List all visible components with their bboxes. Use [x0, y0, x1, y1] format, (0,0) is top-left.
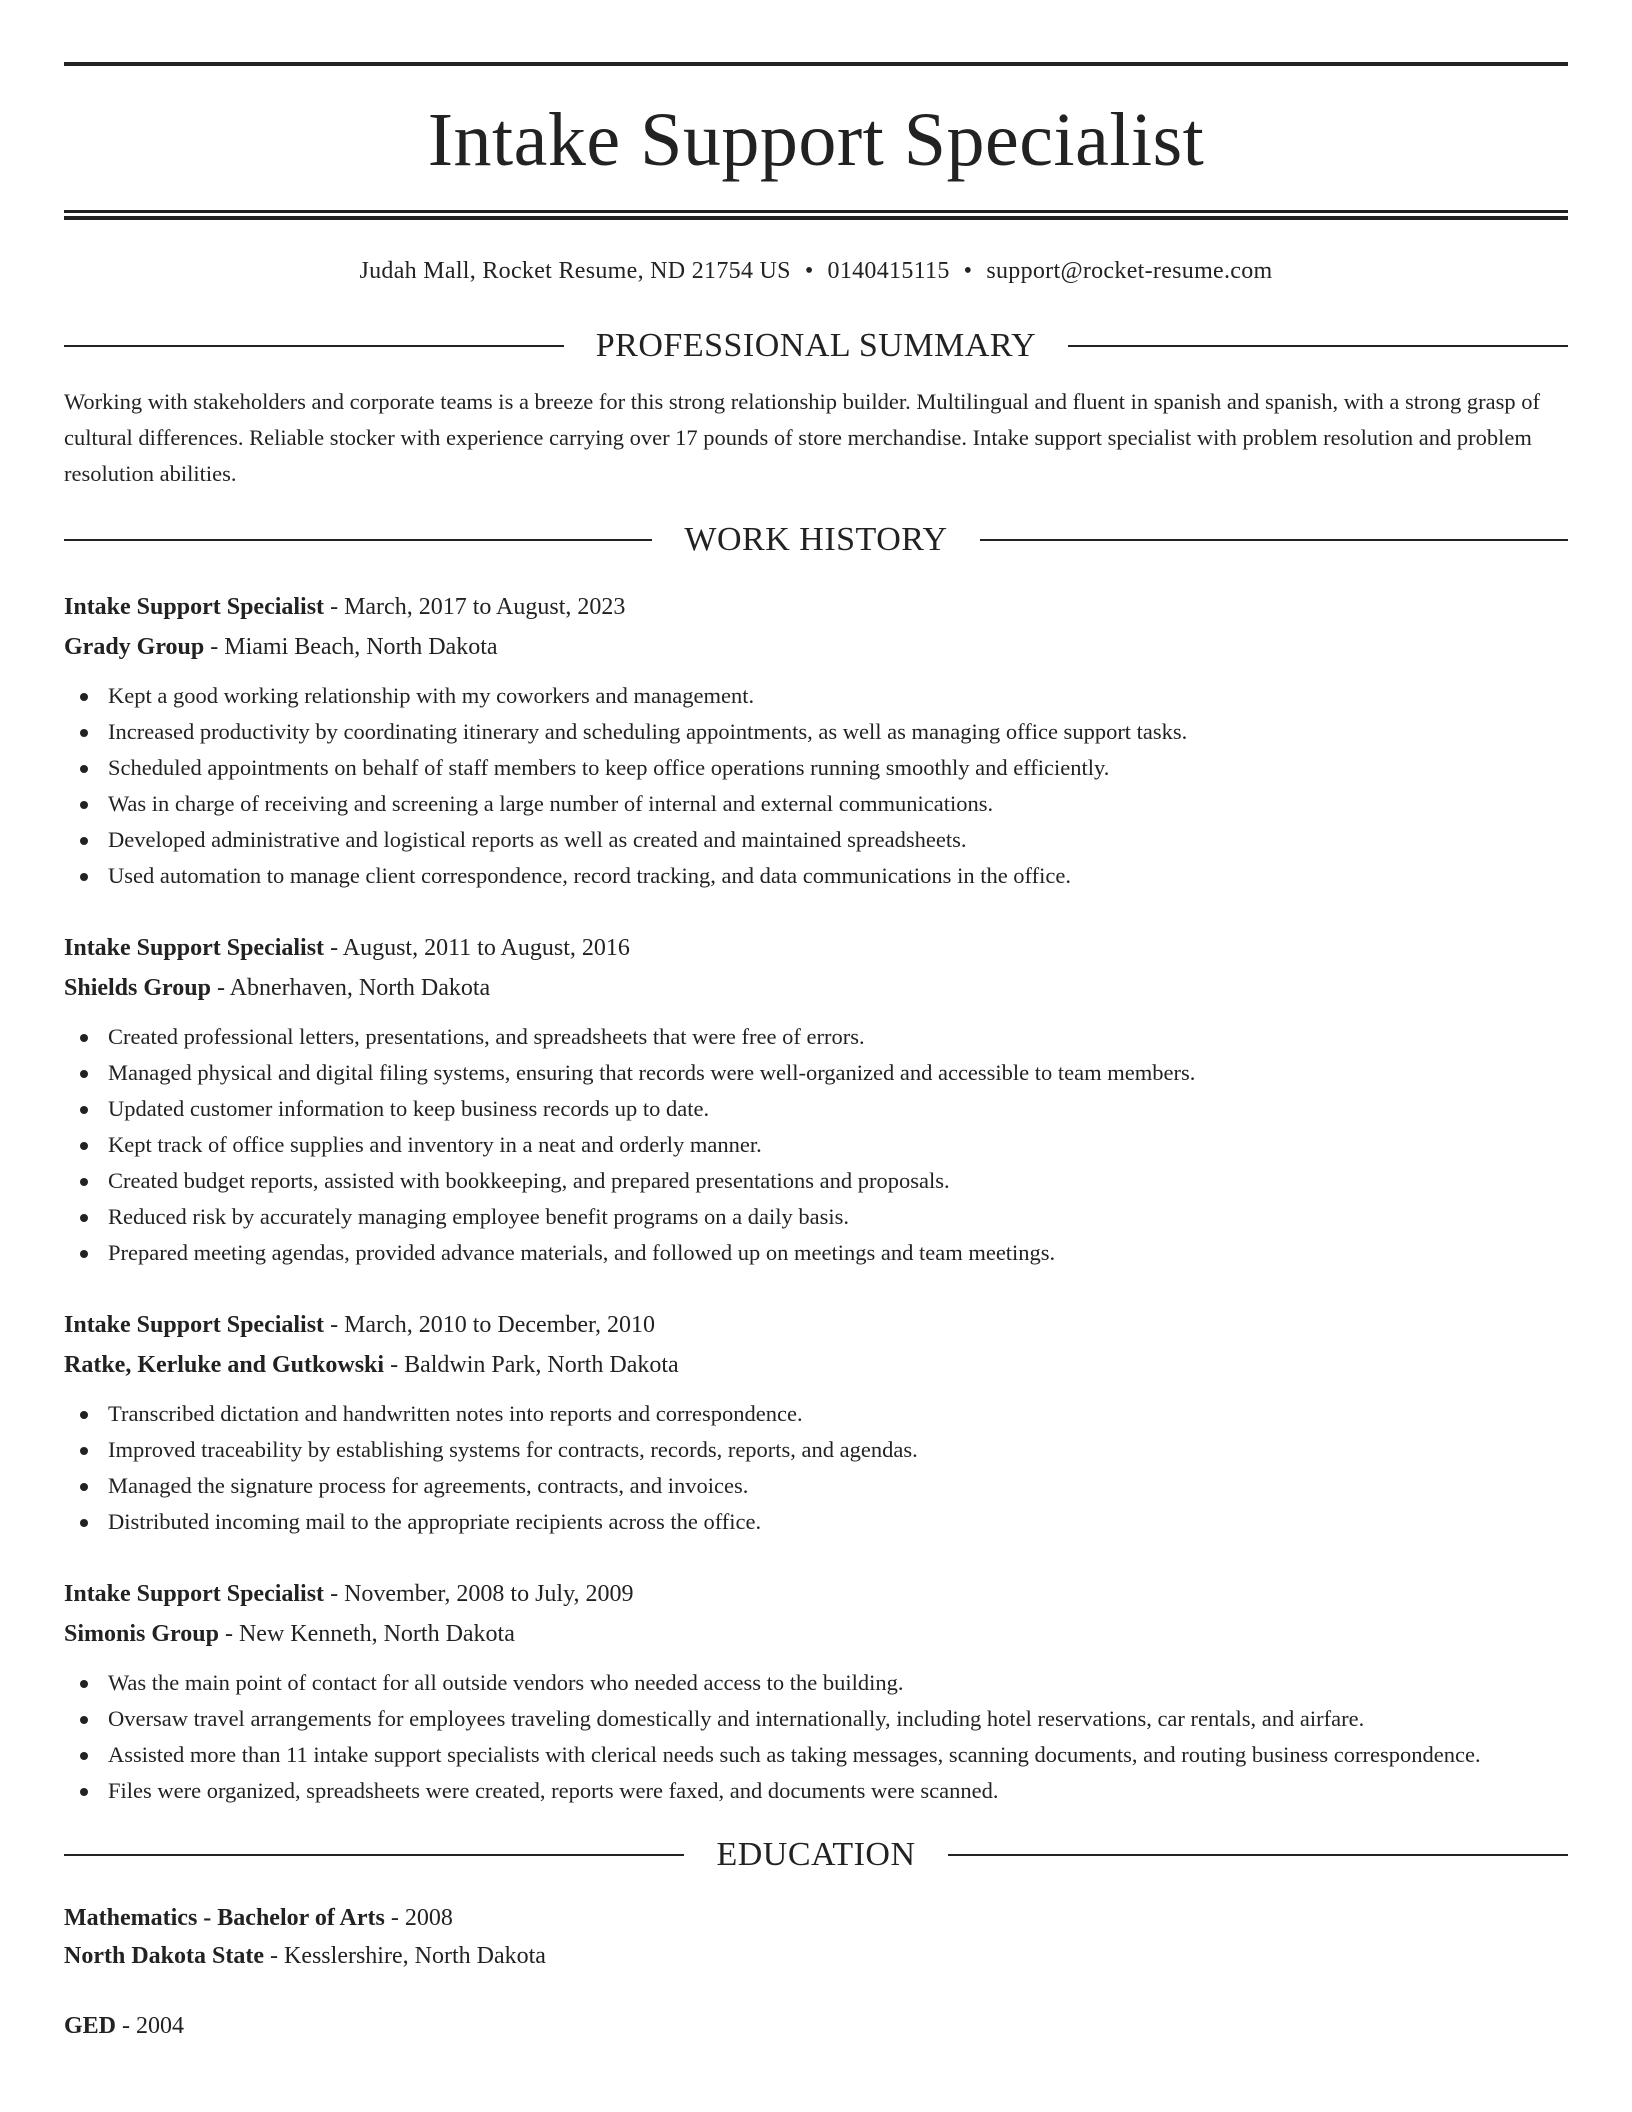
job-title-line: Intake Support Specialist - March, 2010 to December, 2010 — [64, 1312, 656, 1338]
job-dates: November, 2008 to July, 2009 — [344, 1581, 634, 1607]
job-company-line: Simonis Group - New Kenneth, North Dakota — [64, 1621, 515, 1647]
education-degree-line: Mathematics - Bachelor of Arts - 2008 — [64, 1905, 453, 1931]
job-company-line: Grady Group - Miami Beach, North Dakota — [64, 634, 498, 660]
education-location: Kesslershire, North Dakota — [283, 1943, 546, 1969]
summary-text: Working with stakeholders and corporate teams is a breeze for this strong relationship builder. Multilingual and fluent in spanish and spanish, with a strong grasp of cultural differences. Reliable stocker with experience carrying over 17 pounds of store merchandise. Intake support specialist with problem resolution and problem resolution abilities. — [64, 389, 1541, 486]
job-company: Grady Group — [64, 634, 205, 660]
heading-rule-left — [64, 539, 652, 541]
list-item: Prepared meeting agendas, provided advance materials, and followed up on meetings and team meetings. — [64, 1235, 1568, 1271]
heading-rule-right — [948, 1854, 1568, 1856]
list-item: Was in charge of receiving and screening a large number of internal and external communications. — [64, 786, 1568, 822]
contact-address: Judah Mall, Rocket Resume, ND 21754 US — [359, 258, 791, 284]
job-company-line: Shields Group - Abnerhaven, North Dakota — [64, 975, 491, 1001]
list-item: Oversaw travel arrangements for employees traveling domestically and internationally, including hotel reservations, car rentals, and airfare. — [64, 1701, 1568, 1737]
list-item: Assisted more than 11 intake support specialists with clerical needs such as taking messages, scanning documents, and routing business correspondence. — [64, 1737, 1568, 1773]
job-location: Baldwin Park, North Dakota — [404, 1352, 679, 1378]
education-degree: GED — [64, 2013, 117, 2039]
job-entry — [64, 1574, 1568, 1809]
education-entry — [64, 2007, 1568, 2045]
job-location: Abnerhaven, North Dakota — [229, 975, 491, 1001]
job-dates: March, 2017 to August, 2023 — [344, 594, 626, 620]
education-year: 2004 — [136, 2013, 185, 2039]
resume-title: Intake Support Specialist — [427, 98, 1205, 182]
job-company: Simonis Group — [64, 1621, 219, 1647]
education-school: North Dakota State — [64, 1943, 264, 1969]
education-degree: Mathematics - Bachelor of Arts — [64, 1905, 385, 1931]
contact-line — [64, 256, 1568, 286]
job-bullet-list — [64, 1019, 1568, 1271]
job-dates: March, 2010 to December, 2010 — [344, 1312, 656, 1338]
section-heading-label: WORK HISTORY — [684, 521, 948, 558]
list-item: Scheduled appointments on behalf of staff members to keep office operations running smoothly and efficiently. — [64, 750, 1568, 786]
job-title: Intake Support Specialist — [64, 1312, 325, 1338]
section-heading-summary — [64, 326, 1568, 366]
job-company: Shields Group — [64, 975, 211, 1001]
job-entry — [64, 587, 1568, 894]
list-item: Improved traceability by establishing systems for contracts, records, reports, and agendas. — [64, 1432, 1568, 1468]
list-item: Kept track of office supplies and inventory in a neat and orderly manner. — [64, 1127, 1568, 1163]
job-list — [64, 587, 1568, 1809]
list-item: Updated customer information to keep business records up to date. — [64, 1091, 1568, 1127]
job-title: Intake Support Specialist — [64, 594, 325, 620]
list-item: Kept a good working relationship with my coworkers and management. — [64, 678, 1568, 714]
contact-separator: • — [804, 258, 814, 284]
job-bullet-list — [64, 1396, 1568, 1540]
job-entry — [64, 1305, 1568, 1540]
list-item: Reduced risk by accurately managing employee benefit programs on a daily basis. — [64, 1199, 1568, 1235]
heading-rule-right — [980, 539, 1568, 541]
section-heading-label: PROFESSIONAL SUMMARY — [595, 327, 1037, 364]
job-title: Intake Support Specialist — [64, 935, 325, 961]
list-item: Created budget reports, assisted with bookkeeping, and prepared presentations and proposals. — [64, 1163, 1568, 1199]
list-item: Managed the signature process for agreements, contracts, and invoices. — [64, 1468, 1568, 1504]
job-bullet-list — [64, 1665, 1568, 1809]
heading-rule-right — [1068, 345, 1568, 347]
list-item: Developed administrative and logistical reports as well as created and maintained spreadsheets. — [64, 822, 1568, 858]
education-year: 2008 — [404, 1905, 453, 1931]
heading-rule-left — [64, 1854, 684, 1856]
job-title-line: Intake Support Specialist - November, 2008 to July, 2009 — [64, 1581, 634, 1607]
education-entry — [64, 1899, 1568, 1975]
top-rule — [64, 62, 1568, 66]
list-item: Created professional letters, presentations, and spreadsheets that were free of errors. — [64, 1019, 1568, 1055]
education-list — [64, 1899, 1568, 2045]
section-heading-work-history — [64, 520, 1568, 560]
list-item: Was the main point of contact for all outside vendors who needed access to the building. — [64, 1665, 1568, 1701]
list-item: Increased productivity by coordinating itinerary and scheduling appointments, as well as managing office support tasks. — [64, 714, 1568, 750]
section-heading-education — [64, 1835, 1568, 1875]
job-title: Intake Support Specialist — [64, 1581, 325, 1607]
heading-rule-left — [64, 345, 564, 347]
job-location: New Kenneth, North Dakota — [238, 1621, 515, 1647]
contact-email: support@rocket-resume.com — [986, 258, 1273, 284]
job-bullet-list — [64, 678, 1568, 894]
section-heading-label: EDUCATION — [716, 1836, 916, 1873]
job-title-line: Intake Support Specialist - August, 2011 to August, 2016 — [64, 935, 630, 961]
list-item: Files were organized, spreadsheets were created, reports were faxed, and documents were scanned. — [64, 1773, 1568, 1809]
education-degree-line: GED - 2004 — [64, 2013, 185, 2039]
job-company: Ratke, Kerluke and Gutkowski — [64, 1352, 385, 1378]
job-company-line: Ratke, Kerluke and Gutkowski - Baldwin Park, North Dakota — [64, 1352, 679, 1378]
contact-phone: 0140415115 — [827, 258, 950, 284]
job-location: Miami Beach, North Dakota — [224, 634, 498, 660]
job-dates: August, 2011 to August, 2016 — [342, 935, 630, 961]
job-entry — [64, 928, 1568, 1271]
list-item: Distributed incoming mail to the appropriate recipients across the office. — [64, 1504, 1568, 1540]
education-school-line: North Dakota State - Kesslershire, North Dakota — [64, 1943, 546, 1969]
list-item: Managed physical and digital filing systems, ensuring that records were well-organized and accessible to team members. — [64, 1055, 1568, 1091]
job-title-line: Intake Support Specialist - March, 2017 to August, 2023 — [64, 594, 626, 620]
list-item: Used automation to manage client correspondence, record tracking, and data communications in the office. — [64, 858, 1568, 894]
title-double-rule — [64, 210, 1568, 220]
contact-separator: • — [963, 258, 973, 284]
list-item: Transcribed dictation and handwritten notes into reports and correspondence. — [64, 1396, 1568, 1432]
